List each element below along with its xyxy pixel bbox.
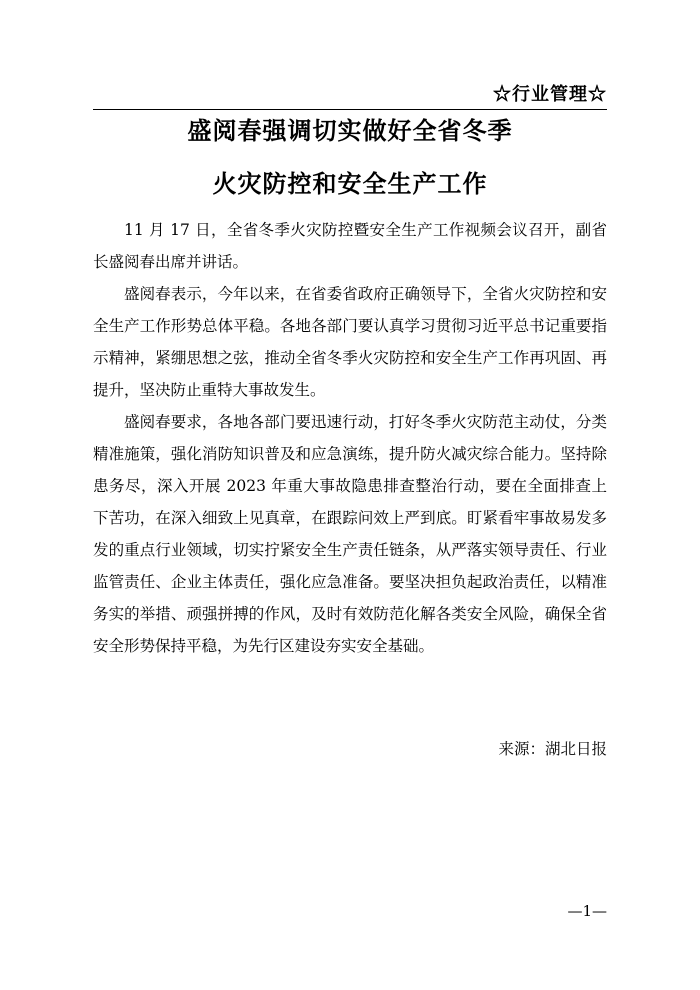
source-attribution: 来源：湖北日报 bbox=[498, 740, 607, 758]
header-rule bbox=[93, 109, 607, 110]
paragraph-3: 盛阅春要求，各地各部门要迅速行动，打好冬季火灾防范主动仗，分类精准施策，强化消防知识普及和应急演练，提升防火减灾综合能力。坚持除患务尽，深入开展 2023 年重大事故隐患排查整治行动，要在全面排查上下苦功，在深入细致上见真章，在跟踪问效上严到底。盯紧看牢事故易发多发的重点行业领域，切实拧紧安全生产责任链条，从严落实领导责任、行业监管责任、企业主体责任，强化应急准备。要坚决担负起政治责任，以精准务实的举措、顽强拼搏的作风，及时有效防范化解各类安全风险，确保全省安全形势保持平稳，为先行区建设夯实安全基础。 bbox=[93, 413, 607, 655]
section-label: ☆行业管理☆ bbox=[493, 84, 607, 105]
page-number: —1— bbox=[567, 902, 607, 920]
article-title-line-1: 盛阅春强调切实做好全省冬季 bbox=[187, 116, 513, 145]
paragraph-2: 盛阅春表示，今年以来，在省委省政府正确领导下，全省火灾防控和安全生产工作形势总体平稳。各地各部门要认真学习贯彻习近平总书记重要指示精神，紧绷思想之弦，推动全省冬季火灾防控和安全生产工作再巩固、再提升，坚决防止重特大事故发生。 bbox=[93, 285, 607, 399]
article-title-line-2: 火灾防控和安全生产工作 bbox=[212, 169, 488, 198]
paragraph-1: 11 月 17 日，全省冬季火灾防控暨安全生产工作视频会议召开，副省长盛阅春出席并讲话。 bbox=[93, 221, 607, 271]
article-body bbox=[93, 214, 607, 662]
